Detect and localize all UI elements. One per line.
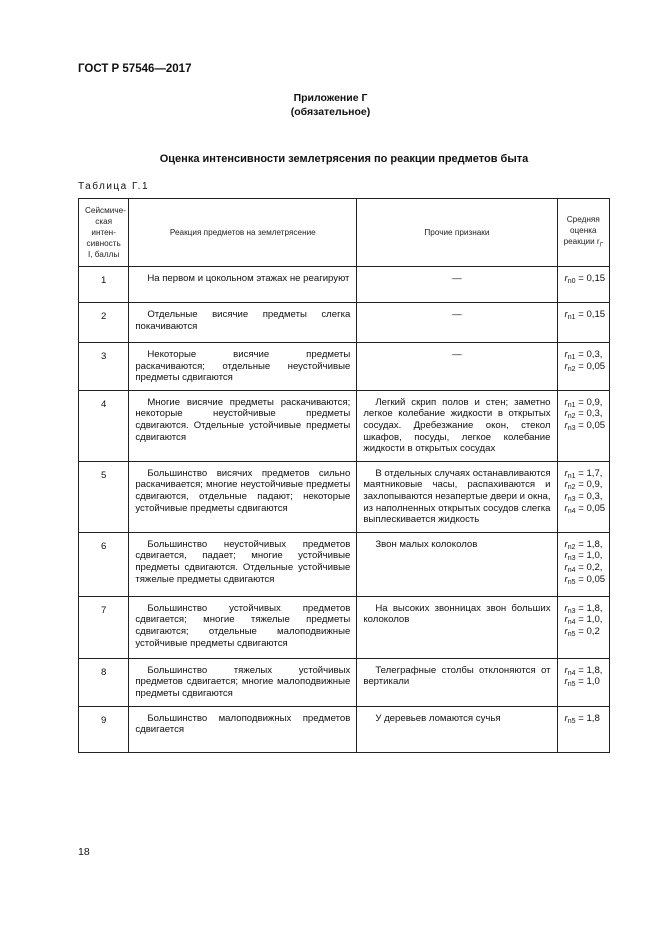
reaction-cell xyxy=(129,596,357,658)
reaction-text: Большинство малоподвижных предметов сдвигается xyxy=(135,712,351,736)
other-signs-text: Легкий скрип полов и стен; заметно легкое колебание жидкости в открытых сосудах. Дребезжание окон, стекол шкафов, посуды, легкое колебание жидкости в открытых сосудах xyxy=(363,396,551,455)
estimate-value: $r_{n2} = 0,9$, xyxy=(564,479,603,492)
table-row xyxy=(79,303,610,343)
estimate-value: $r_{n5} = 0,2$ xyxy=(564,625,600,638)
reaction-text: Большинство устойчивых предметов сдвигается; многие тяжелые предметы сдвигаются; отдельные малоподвижные устойчивые предметы сдвигаются xyxy=(135,602,351,649)
other-signs-cell xyxy=(357,658,557,706)
reaction-cell xyxy=(129,303,357,343)
intensity-value: 9 xyxy=(79,706,129,752)
appendix-status: (обязательное) xyxy=(290,106,371,118)
intensity-value: 5 xyxy=(79,461,129,532)
estimate-value: $r_{n3} = 0,3$, xyxy=(564,490,603,503)
estimate-value: $r_{n5} = 0,05$ xyxy=(564,573,606,586)
intensity-value: 4 xyxy=(79,390,129,461)
estimate-value: $r_{n5} = 1,8$ xyxy=(564,712,600,725)
table-row xyxy=(79,532,610,596)
reaction-cell xyxy=(129,461,357,532)
other-signs-cell xyxy=(357,532,557,596)
estimate-value: $r_{n0} = 0,15$ xyxy=(564,273,606,285)
estimate-value: $r_{n4} = 1,8$, xyxy=(564,664,603,677)
reaction-cell xyxy=(129,532,357,596)
section-title: Оценка интенсивности землетрясения по реакции предметов быта xyxy=(159,153,529,165)
estimate-value: $r_{n3} = 0,05$ xyxy=(564,419,606,432)
col-header-reaction: Реакция предметов на землетрясение xyxy=(129,199,357,267)
other-signs-cell xyxy=(357,596,557,658)
table-row xyxy=(79,596,610,658)
col-header-estimate: Средняя оценка реакции $r_Г$ xyxy=(557,199,609,267)
other-signs-text: В отдельных случаях останавливаются маятниковые часы, распахиваются и захлопываются незапертые двери и окна, из наполненных открытых сосудов слегка выплескивается жидкость xyxy=(363,467,551,526)
other-signs-text: Звон малых колоколов xyxy=(375,538,478,550)
estimate-value: $r_{n4} = 0,2$, xyxy=(564,561,603,574)
table-row xyxy=(79,267,610,303)
table-row xyxy=(79,461,610,532)
reaction-text: Большинство неустойчивых предметов сдвигается, падает; многие устойчивые предметы сдвигаются. Отдельные устойчивые тяжелые предметы сдвигаются xyxy=(135,538,351,585)
reaction-cell xyxy=(129,343,357,391)
reaction-text: Большинство тяжелых устойчивых предметов сдвигается; многие малоподвижные предметы сдвигаются xyxy=(135,664,351,699)
table-row xyxy=(79,343,610,391)
other-signs-text: У деревьев ломаются сучья xyxy=(375,712,501,724)
reaction-text: На первом и цокольном этажах не реагируют xyxy=(147,273,350,284)
table-label: Таблица Г.1 xyxy=(78,181,150,192)
estimate-cell xyxy=(557,658,609,706)
estimate-cell xyxy=(557,390,609,461)
intensity-value: 8 xyxy=(79,658,129,706)
appendix-title: Приложение Г xyxy=(293,92,368,104)
other-signs-cell xyxy=(357,461,557,532)
intensity-value: 3 xyxy=(79,343,129,391)
estimate-value: $r_{n4} = 0,05$ xyxy=(564,502,606,515)
estimate-value: $r_{n3} = 1,0$, xyxy=(564,550,603,563)
reaction-cell xyxy=(129,706,357,752)
estimate-value: $r_{n3} = 1,8$, xyxy=(564,602,603,615)
estimate-value: $r_{n2} = 0,3$, xyxy=(564,408,603,421)
estimate-value: $r_{n2} = 1,8$, xyxy=(564,538,603,551)
intensity-value: 1 xyxy=(79,267,129,303)
estimate-cell xyxy=(557,267,609,303)
estimate-value: $r_{n4} = 1,0$, xyxy=(564,614,603,627)
intensity-value: 6 xyxy=(79,532,129,596)
estimate-value: $r_{n1} = 0,3$, xyxy=(564,349,603,361)
estimate-value: $r_{n5} = 1,0$ xyxy=(564,676,600,689)
reaction-text: Большинство висячих предметов сильно раскачивается; многие неустойчивые предметы сдвигаются, отдельные падают; некоторые устойчивые предметы сдвигаются xyxy=(135,467,351,514)
reaction-text: Некоторые висячие предметы раскачиваются; отдельные неустойчивые предметы сдвигаются xyxy=(135,349,351,384)
reaction-cell xyxy=(129,267,357,303)
reaction-cell xyxy=(129,658,357,706)
other-signs-cell: — xyxy=(357,343,557,391)
col-header-other: Прочие признаки xyxy=(357,199,557,267)
estimate-cell xyxy=(557,343,609,391)
reaction-cell xyxy=(129,390,357,461)
other-signs-cell: — xyxy=(357,303,557,343)
intensity-value: 7 xyxy=(79,596,129,658)
col-header-intensity: Сейсмиче-ская интен-сивность I, баллы xyxy=(79,199,129,267)
intensity-table xyxy=(78,198,610,753)
table-row xyxy=(79,390,610,461)
estimate-value: $r_{n2} = 0,05$ xyxy=(564,360,606,373)
estimate-cell xyxy=(557,303,609,343)
other-signs-text: На высоких звонницах звон больших колоколов xyxy=(363,602,551,626)
table-row xyxy=(79,658,610,706)
estimate-value: $r_{n1} = 0,15$ xyxy=(564,309,606,321)
other-signs-cell: — xyxy=(357,267,557,303)
reaction-text: Многие висячие предметы раскачиваются; некоторые неустойчивые предметы сдвигаются. Отдельные устойчивые предметы сдвигаются xyxy=(135,396,351,443)
estimate-value: $r_{n1} = 1,7$, xyxy=(564,467,603,480)
estimate-cell xyxy=(557,706,609,752)
estimate-cell xyxy=(557,461,609,532)
standard-designation: ГОСТ Р 57546—2017 xyxy=(78,63,192,75)
reaction-text: Отдельные висячие предметы слегка покачиваются xyxy=(135,309,351,332)
estimate-value: $r_{n1} = 0,9$, xyxy=(564,396,603,409)
appendix-heading xyxy=(0,91,661,119)
intensity-value: 2 xyxy=(79,303,129,343)
estimate-cell xyxy=(557,532,609,596)
other-signs-text: Телеграфные столбы отклоняются от вертикали xyxy=(363,664,551,688)
estimate-cell xyxy=(557,596,609,658)
other-signs-cell xyxy=(357,706,557,752)
table-row xyxy=(79,706,610,752)
other-signs-cell xyxy=(357,390,557,461)
page-number: 18 xyxy=(78,846,90,858)
